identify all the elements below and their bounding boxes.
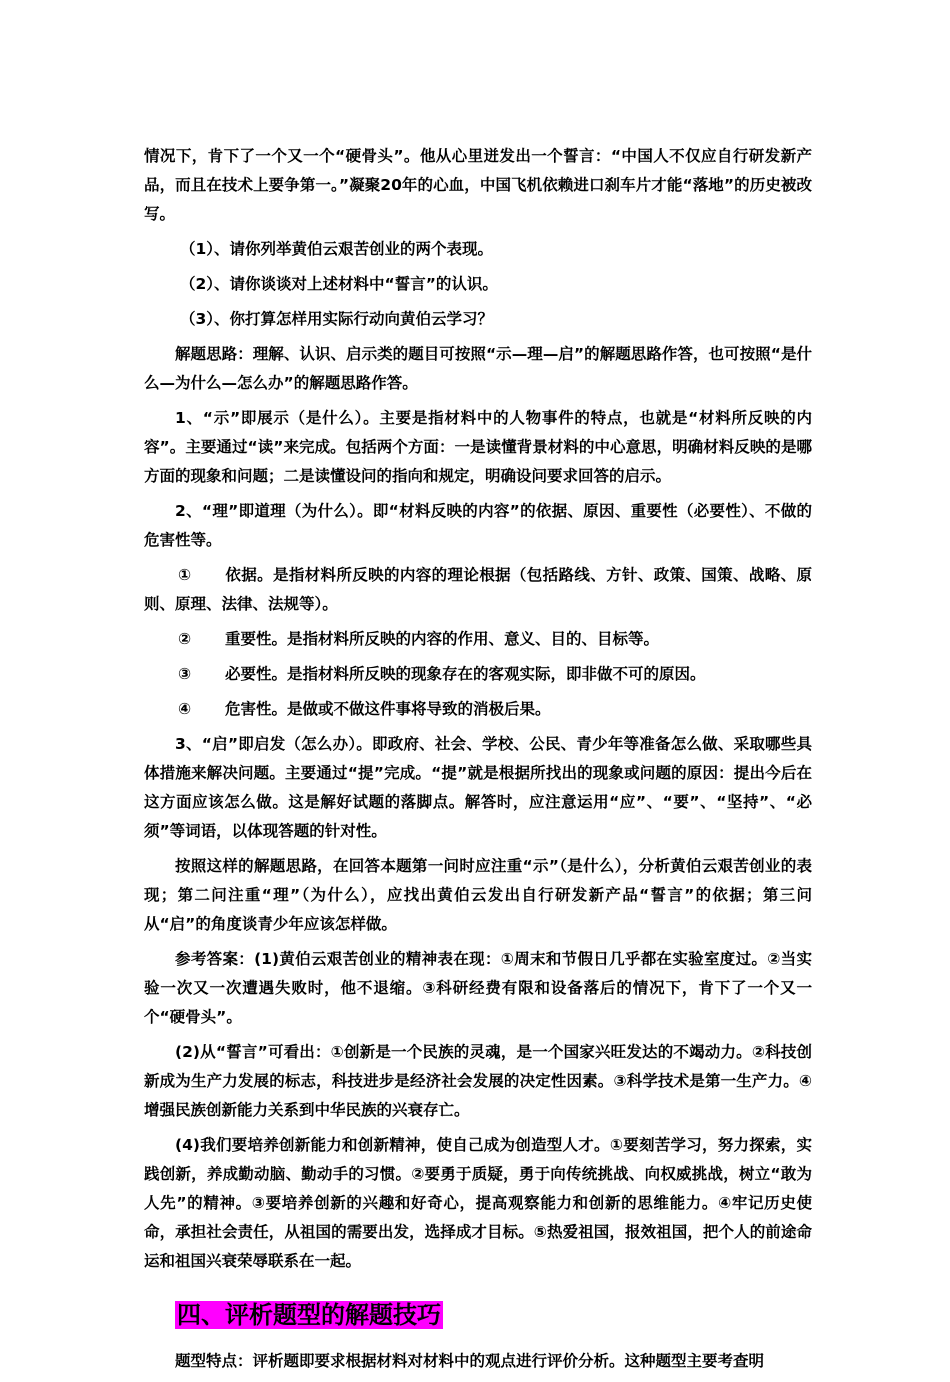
reason-number: ②	[178, 630, 192, 648]
reason-number: ④	[178, 700, 192, 718]
reason-text: 重要性。是指材料所反映的内容的作用、意义、目的、目标等。	[225, 630, 660, 648]
section-heading-text: 四、评析题型的解题技巧	[177, 1301, 441, 1329]
question-2: （2）、请你谈谈对上述材料中“誓言”的认识。	[180, 275, 498, 293]
question-1: （1）、请你列举黄伯云艰苦创业的两个表现。	[180, 240, 494, 258]
question-3: （3）、你打算怎样用实际行动向黄伯云学习？	[180, 310, 494, 328]
reason-item	[144, 561, 812, 619]
reason-text: 必要性。是指材料所反映的现象存在的客观实际，即非做不可的原因。	[225, 665, 706, 683]
material-paragraph: 情况下，肯下了一个又一个“硬骨头”。他从心里迸发出一个誓言：“中国人不仅应自行研发新产品，而且在技术上要争第一。”凝聚20年的心血，中国飞机依赖进口刹车片才能“落地”的历史被改写。	[144, 147, 812, 223]
document-body	[144, 142, 812, 1382]
answer-4-paragraph: (4)我们要培养创新能力和创新精神，使自己成为创造型人才。①要刻苦学习，努力探索，实践创新，养成勤动脑、勤动手的习惯。②要勇于质疑，勇于向传统挑战、向权威挑战，树立“敢为人先”的精神。③要培养创新的兴趣和好奇心，提高观察能力和创新的思维能力。④牢记历史使命，承担社会责任，从祖国的需要出发，选择成才目标。⑤热爱祖国，报效祖国，把个人的前途命运和祖国兴衰荣辱联系在一起。	[144, 1136, 812, 1270]
reason-item	[144, 625, 812, 654]
approach-paragraph: 解题思路：理解、认识、启示类的题目可按照“示—理—启”的解题思路作答，也可按照“是什么—为什么—怎么办”的解题思路作答。	[144, 345, 812, 392]
step-2-paragraph: 2、“理”即道理（为什么）。即“材料反映的内容”的依据、原因、重要性（必要性）、不做的危害性等。	[144, 502, 812, 549]
answer-1-paragraph: 参考答案：(1)黄伯云艰苦创业的精神表在现：①周末和节假日几乎都在实验室度过。②当实验一次又一次遭遇失败时，他不退缩。③科研经费有限和设备落后的情况下，肯下了一个又一个“硬骨头”。	[144, 950, 812, 1026]
section-heading	[175, 1298, 812, 1333]
reason-number: ①	[178, 566, 192, 584]
answer-2-paragraph: (2)从“誓言”可看出：①创新是一个民族的灵魂，是一个国家兴旺发达的不竭动力。②科技创新成为生产力发展的标志，科技进步是经济社会发展的决定性因素。③科学技术是第一生产力。④增强民族创新能力关系到中华民族的兴衰存亡。	[144, 1043, 812, 1119]
reason-text: 依据。是指材料所反映的内容的理论根据（包括路线、方针、政策、国策、战略、原则、原理、法律、法规等）。	[144, 566, 812, 613]
reason-item	[144, 695, 812, 724]
reason-number: ③	[178, 665, 192, 683]
features-paragraph: 题型特点：评析题即要求根据材料对材料中的观点进行评价分析。这种题型主要考查明	[175, 1352, 765, 1370]
reason-text: 危害性。是做或不做这件事将导致的消极后果。	[225, 700, 551, 718]
reason-item	[144, 660, 812, 689]
step-1-paragraph: 1、“示”即展示（是什么）。主要是指材料中的人物事件的特点，也就是“材料所反映的内容”。主要通过“读”来完成。包括两个方面：一是读懂背景材料的中心意思，明确材料反映的是哪方面的现象和问题；二是读懂设问的指向和规定，明确设问要求回答的启示。	[144, 409, 812, 485]
step-3-paragraph: 3、“启”即启发（怎么办）。即政府、社会、学校、公民、青少年等准备怎么做、采取哪些具体措施来解决问题。主要通过“提”完成。“提”就是根据所找出的现象或问题的原因：提出今后在这方面应该怎么做。这是解好试题的落脚点。解答时，应注意运用“应”、“要”、“坚持”、“必须”等词语，以体现答题的针对性。	[144, 735, 812, 840]
apply-paragraph: 按照这样的解题思路，在回答本题第一问时应注重“示”（是什么），分析黄伯云艰苦创业的表现；第二问注重“理”（为什么），应找出黄伯云发出自行研发新产品“誓言”的依据；第三问从“启”的角度谈青少年应该怎样做。	[144, 857, 812, 933]
